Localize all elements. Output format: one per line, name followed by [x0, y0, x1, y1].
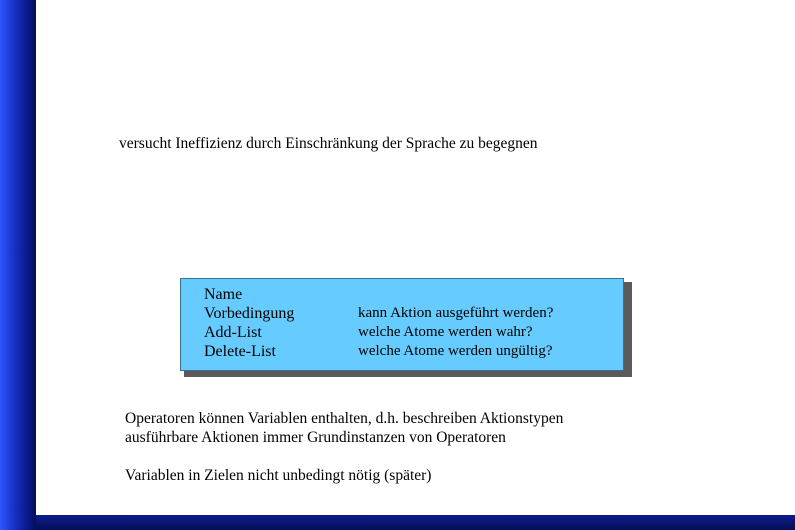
field-add-list: Add-List [204, 324, 262, 341]
operator-description-list [358, 304, 553, 361]
desc-delete-list: welche Atome werden ungültig? [358, 343, 553, 359]
slide-bottom-bar [36, 515, 795, 530]
notes-block [125, 409, 563, 485]
desc-add-list: welche Atome werden wahr? [358, 324, 533, 340]
note-line-variables: Operatoren können Variablen enthalten, d.h. beschreiben Aktionstypen [125, 410, 564, 427]
field-vorbedingung: Vorbedingung [204, 305, 295, 322]
intro-text: versucht Ineffizienz durch Einschränkung der Sprache zu begegnen [119, 135, 538, 152]
field-name: Name [204, 286, 243, 303]
slide-left-bar [0, 0, 36, 530]
desc-vorbedingung: kann Aktion ausgeführt werden? [358, 305, 554, 321]
note-line-ground-instances: ausführbare Aktionen immer Grundinstanzen von Operatoren [125, 429, 506, 446]
operator-field-list [204, 285, 294, 361]
field-delete-list: Delete-List [204, 343, 276, 360]
note-line-goals: Variablen in Zielen nicht unbedingt nötig (später) [125, 467, 432, 484]
note-spacer [125, 447, 563, 466]
operator-box [180, 278, 624, 371]
